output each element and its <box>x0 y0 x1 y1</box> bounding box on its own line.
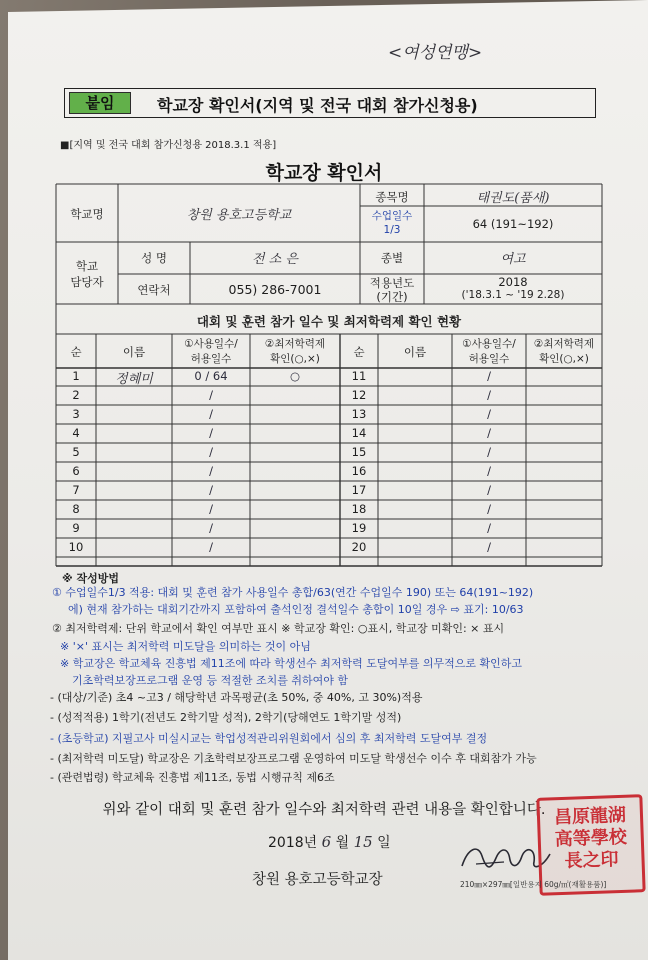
method-line: 기초학력보장프로그램 운영 등 적절한 조치를 취하여야 함 <box>72 674 349 687</box>
date-month-unit: 월 <box>335 835 350 851</box>
row-usage-days: / <box>209 483 213 497</box>
appendix-title: 학교장 확인서(지역 및 전국 대회 참가신청용) <box>157 96 478 115</box>
row-usage-days: / <box>487 521 491 535</box>
row-usage-days: / <box>209 388 213 402</box>
principal-title: 창원 용호고등학교장 <box>252 872 383 888</box>
row-usage-days: / <box>209 502 213 516</box>
date-year: 2018년 <box>268 835 318 851</box>
school-label: 학교명 <box>70 207 104 221</box>
row-usage-days: / <box>209 426 213 440</box>
row-number: 6 <box>72 464 80 478</box>
header-usage-2-left: 허용일수 <box>190 353 232 365</box>
method-line: - (성적적용) 1학기(전년도 2학기말 성적), 2학기(당해연도 1학기말 성적) <box>50 711 402 724</box>
event-label: 종목명 <box>375 190 409 204</box>
document-title: 학교장 확인서 <box>265 162 383 184</box>
row-number: 9 <box>72 521 80 535</box>
row-usage-days: / <box>487 407 491 421</box>
row-usage-days: / <box>487 464 491 478</box>
handwritten-note: <여성연맹> <box>388 43 483 63</box>
row-usage-days: / <box>487 502 491 516</box>
name-value: 전 소 은 <box>252 252 298 267</box>
row-number: 19 <box>351 521 367 535</box>
method-line: - (대상/기준) 초4 ~고3 / 해당학년 과목평균(초 50%, 중 40%, 고 30%)적용 <box>50 691 423 704</box>
appendix-badge: 붙임 <box>69 92 131 114</box>
row-number: 7 <box>72 483 80 497</box>
method-line: ※ 학교장은 학교체육 진흥법 제11조에 따라 학생선수 최저학력 도달여부를 의무적으로 확인하고 <box>60 657 522 670</box>
row-usage-days: / <box>487 540 491 554</box>
method-line: ② 최저학력제: 단위 학교에서 확인 여부만 표시 ※ 학교장 확인: ○표시, 학교장 미확인: × 표시 <box>52 622 505 635</box>
header-name-right: 이름 <box>403 345 427 359</box>
row-usage-days: / <box>487 483 491 497</box>
year-value-2: ('18.3.1 ~ '19 2.28) <box>461 289 565 301</box>
row-usage-days: / <box>209 464 213 478</box>
method-line: ① 수업일수1/3 적용: 대회 및 훈련 참가 사용일수 총합/63(연간 수업일수 190) 또는 64(191~192) <box>52 586 534 599</box>
year-label-2: (기간) <box>376 290 408 304</box>
method-line: - (최저학력 미도달) 학교장은 기초학력보장프로그램 운영하여 미도달 학생선수 이수 후 대회참가 가능 <box>50 752 537 765</box>
principal-seal: 昌原龍湖 高等學校 長之印 <box>536 794 645 896</box>
row-usage-days: / <box>209 540 213 554</box>
date-day-unit: 일 <box>377 835 391 851</box>
row-usage-days: / <box>209 445 213 459</box>
row-number: 4 <box>72 426 80 440</box>
row-number: 2 <box>72 388 80 402</box>
name-label: 성 명 <box>141 251 167 265</box>
signature-date <box>268 832 391 852</box>
gender-label: 종별 <box>380 251 404 265</box>
row-number: 5 <box>72 445 80 459</box>
form-subnote: ■[지역 및 전국 대회 참가신청용 2018.3.1 적용] <box>60 140 277 151</box>
row-number: 16 <box>351 464 367 478</box>
days-label-1: 수업일수 <box>371 210 413 222</box>
row-number: 1 <box>72 369 80 383</box>
method-title: ※ 작성방법 <box>62 572 120 585</box>
row-number: 18 <box>351 502 367 516</box>
row-usage-days: / <box>209 521 213 535</box>
header-min-2-left: 확인(○,×) <box>270 353 320 365</box>
row-number: 17 <box>351 483 367 497</box>
status-title: 대회 및 훈련 참가 일수 및 최저학력제 확인 현황 <box>196 314 462 329</box>
days-value: 64 (191~192) <box>472 217 554 231</box>
paper-spec: 210㎜×297㎜[일반용지 60g/㎡(재활용품)] <box>460 880 607 889</box>
row-usage-days: / <box>487 369 491 383</box>
row-number: 15 <box>351 445 367 459</box>
manager-label-1: 학교 <box>75 259 99 273</box>
row-min-check: ○ <box>289 369 301 383</box>
year-value-1: 2018 <box>498 275 528 289</box>
row-number: 10 <box>68 540 84 554</box>
method-line: ※ '×' 표시는 최저학력 미도달을 의미하는 것이 아님 <box>60 640 311 653</box>
row-number: 13 <box>351 407 367 421</box>
row-student-name: 정혜미 <box>115 372 153 387</box>
header-usage-1-left: ①사용일수/ <box>184 338 238 350</box>
date-day: 15 <box>353 833 373 851</box>
row-usage-days: 0 / 64 <box>194 369 228 383</box>
header-min-2-right: 확인(○,×) <box>539 353 589 365</box>
days-label-2: 1/3 <box>383 224 401 236</box>
year-label-1: 적용년도 <box>369 276 415 290</box>
header-usage-1-right: ①사용일수/ <box>462 338 516 350</box>
header-no-left: 순 <box>70 345 82 359</box>
header-name-left: 이름 <box>122 345 146 359</box>
event-value: 태권도(품새) <box>476 191 550 206</box>
header-usage-2-right: 허용일수 <box>468 353 510 365</box>
row-usage-days: / <box>487 426 491 440</box>
row-number: 12 <box>351 388 367 402</box>
gender-value: 여고 <box>500 252 526 267</box>
header-no-right: 순 <box>353 345 365 359</box>
header-min-1-left: ②최저학력제 <box>264 338 326 350</box>
method-line: - (관련법령) 학교체육 진흥법 제11조, 동법 시행규칙 제6조 <box>50 771 335 784</box>
row-number: 11 <box>351 369 367 383</box>
row-number: 8 <box>72 502 80 516</box>
method-line: 에) 현재 참가하는 대회기간까지 포함하여 출석인정 결석일수 총합이 10일 경우 ⇨ 표기: 10/63 <box>68 603 524 616</box>
header-min-1-right: ②최저학력제 <box>533 338 595 350</box>
manager-label-2: 담당자 <box>70 275 104 289</box>
row-number: 20 <box>351 540 367 554</box>
confirm-statement: 위와 같이 대회 및 훈련 참가 일수와 최저학력 관련 내용을 확인합니다. <box>102 802 546 818</box>
row-usage-days: / <box>487 445 491 459</box>
phone-value: 055) 286-7001 <box>228 282 322 297</box>
school-value: 창원 용호고등학교 <box>186 208 292 223</box>
row-number: 3 <box>72 407 80 421</box>
row-number: 14 <box>351 426 367 440</box>
method-line: - (초등학교) 지필고사 미실시교는 학업성적관리위원회에서 심의 후 최저학력 도달여부 결정 <box>50 732 488 745</box>
row-usage-days: / <box>487 388 491 402</box>
row-usage-days: / <box>209 407 213 421</box>
phone-label: 연락처 <box>137 283 171 297</box>
date-month: 6 <box>321 833 332 851</box>
